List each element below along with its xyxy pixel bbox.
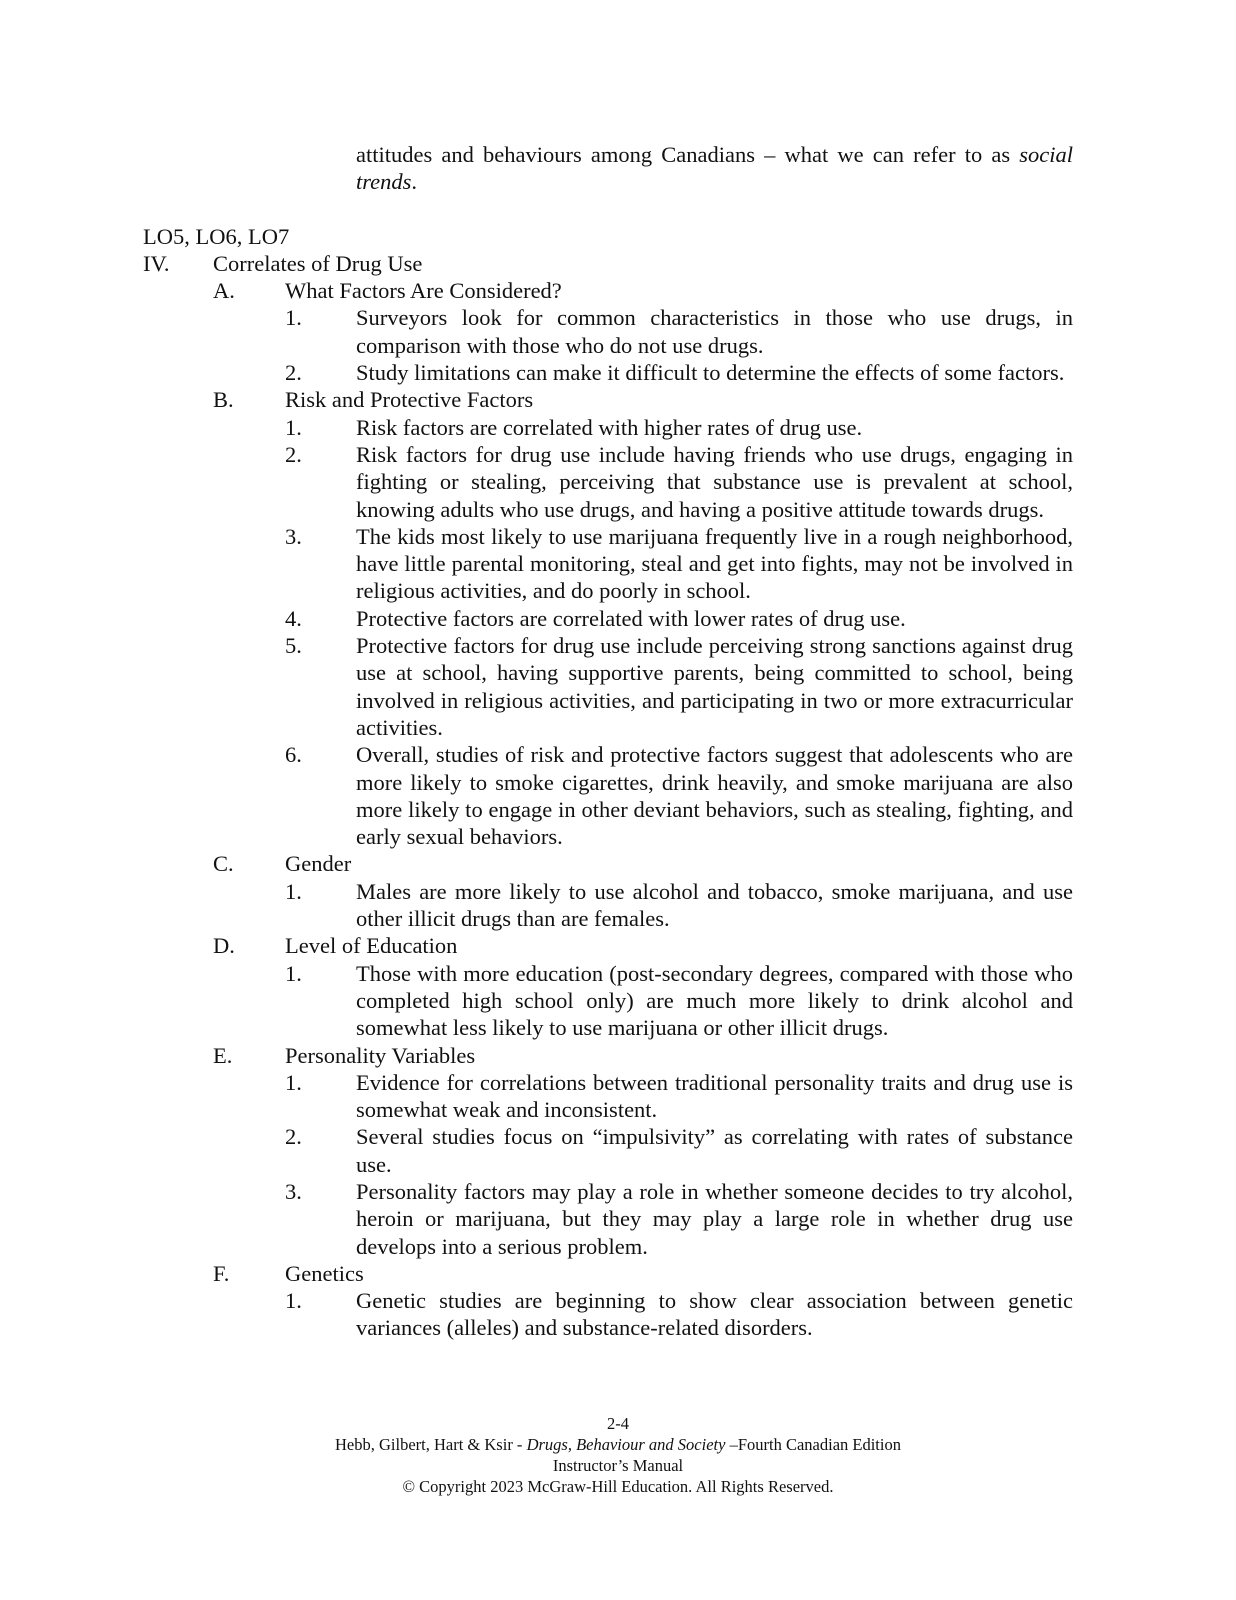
subsection-letter: C. <box>213 851 234 877</box>
subsection-letter: F. <box>213 1260 230 1286</box>
subsection-title: Gender <box>285 851 352 877</box>
footer-citation <box>0 1434 1236 1455</box>
list-item-text: Males are more likely to use alcohol and tobacco, smoke marijuana, and use other illicit drugs than are females. <box>356 878 1073 932</box>
subsection-title: What Factors Are Considered? <box>285 278 562 304</box>
list-item-number: 1. <box>285 305 302 331</box>
list-item <box>0 960 1236 1042</box>
list-item-text: Protective factors are correlated with lower rates of drug use. <box>356 605 906 631</box>
intro-text: attitudes and behaviours among Canadians – what we can refer to as <box>356 142 1020 167</box>
list-item <box>0 741 1236 850</box>
list-item-text: Risk factors for drug use include having friends who use drugs, engaging in fighting or stealing, perceiving that substance use is prevalent at school, knowing adults who use drugs, and having a positive attitude towards drugs. <box>356 441 1073 522</box>
footer-manual: Instructor’s Manual <box>552 1456 684 1475</box>
list-item <box>0 1287 1236 1342</box>
list-item-number: 2. <box>285 441 302 467</box>
intro-end: . <box>411 169 418 195</box>
list-item-number: 3. <box>285 523 302 549</box>
list-item-number: 5. <box>285 633 302 659</box>
list-item <box>0 441 1236 523</box>
list-item-number: 2. <box>285 1124 302 1150</box>
list-item-number: 6. <box>285 742 302 768</box>
subsection-heading <box>0 386 1236 413</box>
list-item-number: 1. <box>285 414 302 440</box>
subsection-title: Genetics <box>285 1260 364 1286</box>
list-item-number: 1. <box>285 1069 302 1095</box>
list-item-text: Personality factors may play a role in whether someone decides to try alcohol, heroin or marijuana, but they may play a large role in whether drug use develops into a serious problem. <box>356 1178 1073 1259</box>
list-item-number: 1. <box>285 960 302 986</box>
list-item-text: Surveyors look for common characteristics in those who use drugs, in comparison with those who do not use drugs. <box>356 305 1073 358</box>
list-item-text: Those with more education (post-secondary degrees, compared with those who completed high school only) are much more likely to drink alcohol and somewhat less likely to use marijuana or other illicit drugs. <box>356 960 1073 1041</box>
list-item-text: Protective factors for drug use include perceiving strong sanctions against drug use at school, having supportive parents, being committed to school, being involved in religious activities, and participating in two or more extracurricular activities. <box>356 633 1073 740</box>
list-item <box>0 414 1236 441</box>
list-item <box>0 1123 1236 1178</box>
subsection-heading <box>0 932 1236 959</box>
list-item-text: Study limitations can make it difficult to determine the effects of some factors. <box>356 360 1065 386</box>
list-item <box>0 1069 1236 1124</box>
footer-copyright: © Copyright 2023 McGraw-Hill Education. All Rights Reserved. <box>402 1477 834 1496</box>
section-numeral: IV. <box>143 250 170 276</box>
list-item-text: The kids most likely to use marijuana frequently live in a rough neighborhood, have little parental monitoring, steal and get into fights, may not be involved in religious activities, and do poorly in school. <box>356 523 1073 604</box>
subsection-title: Risk and Protective Factors <box>285 387 534 413</box>
list-item-number: 1. <box>285 1288 302 1314</box>
subsection-heading <box>0 850 1236 877</box>
list-item <box>0 1178 1236 1260</box>
section-title: Correlates of Drug Use <box>213 250 423 276</box>
list-item <box>0 605 1236 632</box>
intro-italic-term: social trends <box>356 142 1073 195</box>
list-item <box>0 632 1236 741</box>
footer-authors: Hebb, Gilbert, Hart & Ksir - <box>335 1435 527 1454</box>
list-item <box>0 523 1236 605</box>
list-item-text: Several studies focus on “impulsivity” as correlating with rates of substance use. <box>356 1124 1073 1177</box>
subsection-letter: E. <box>213 1042 233 1068</box>
subsection-title: Personality Variables <box>285 1042 476 1068</box>
list-item-text: Overall, studies of risk and protective factors suggest that adolescents who are more likely to smoke cigarettes, drink heavily, and smoke marijuana are also more likely to engage in other deviant behaviors, such as stealing, fighting, and early sexual behaviors. <box>356 742 1073 850</box>
list-item <box>0 878 1236 933</box>
footer-page-number: 2-4 <box>607 1414 629 1433</box>
subsection-heading <box>0 1260 1236 1287</box>
subsection-title: Level of Education <box>285 933 458 959</box>
list-item-number: 3. <box>285 1178 302 1204</box>
outline-content <box>0 141 1236 1342</box>
subsection-heading <box>0 1042 1236 1069</box>
section-heading <box>0 250 1236 277</box>
list-item <box>0 359 1236 386</box>
list-item-number: 1. <box>285 878 302 904</box>
list-item-text: Genetic studies are beginning to show clear association between genetic variances (alleles) and substance-related disorders. <box>356 1288 1073 1341</box>
subsection-heading <box>0 277 1236 304</box>
list-item-number: 4. <box>285 605 302 631</box>
list-item-text: Risk factors are correlated with higher rates of drug use. <box>356 414 863 440</box>
list-item <box>0 304 1236 359</box>
subsection-list <box>0 277 1236 1342</box>
list-item-text: Evidence for correlations between traditional personality traits and drug use is somewhat weak and inconsistent. <box>356 1069 1073 1123</box>
page-footer <box>0 1413 1236 1497</box>
subsection-letter: D. <box>213 933 235 959</box>
learning-objectives-tag: LO5, LO6, LO7 <box>143 223 290 249</box>
footer-book-title: Drugs, Behaviour and Society <box>526 1435 726 1454</box>
subsection-letter: B. <box>213 387 234 413</box>
intro-paragraph <box>356 141 1073 196</box>
footer-edition: –Fourth Canadian Edition <box>725 1435 901 1454</box>
subsection-letter: A. <box>213 278 235 304</box>
list-item-number: 2. <box>285 360 302 386</box>
